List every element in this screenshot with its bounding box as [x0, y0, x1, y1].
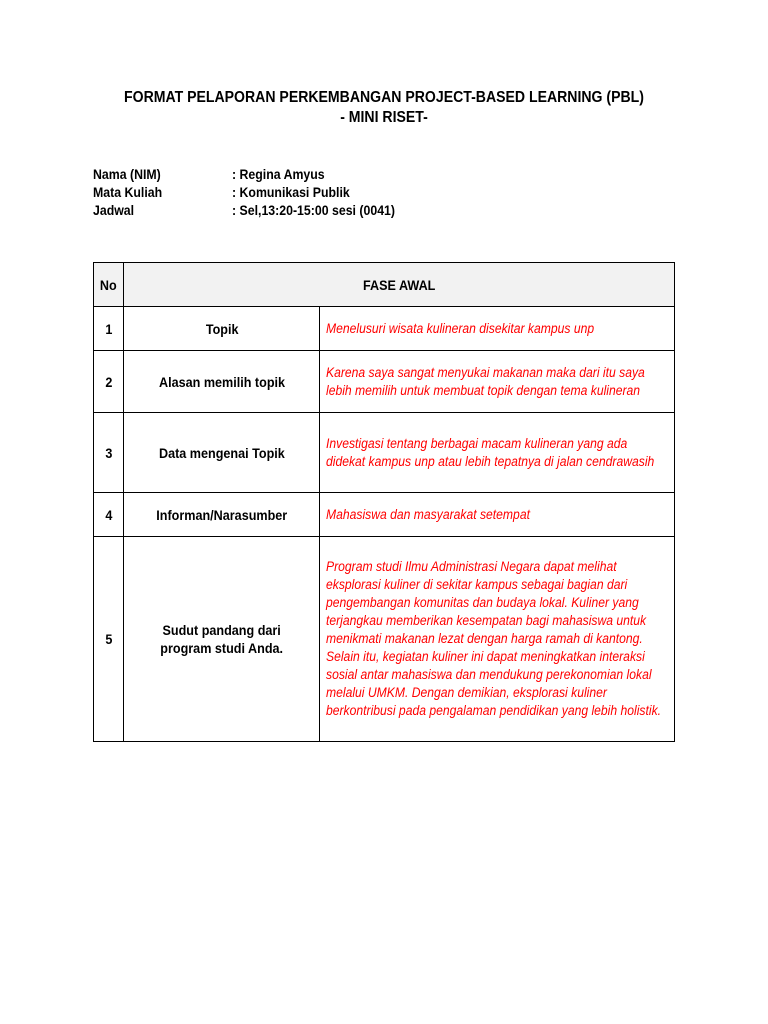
row-aspect: Informan/Narasumber [124, 493, 320, 537]
title-line-1: FORMAT PELAPORAN PERKEMBANGAN PROJECT-BASED LEARNING (PBL) [124, 89, 644, 106]
info-label: Mata Kuliah [93, 184, 163, 200]
info-row-schedule [93, 201, 417, 219]
row-number: 3 [94, 413, 124, 493]
document-title [46, 88, 722, 128]
header-phase: FASE AWAL [124, 263, 675, 307]
info-label: Nama (NIM) [93, 166, 161, 182]
row-number: 2 [94, 351, 124, 413]
title-line-2: - MINI RISET- [340, 109, 428, 126]
row-number: 5 [94, 537, 124, 742]
table-row [94, 537, 675, 742]
info-row-name [93, 165, 417, 183]
row-aspect: Alasan memilih topik [124, 351, 320, 413]
row-number: 1 [94, 307, 124, 351]
table-row [94, 307, 675, 351]
row-answer: Investigasi tentang berbagai macam kulineran yang ada didekat kampus unp atau lebih tepatnya di jalan cendrawasih [320, 413, 675, 493]
info-value: : Regina Amyus [232, 166, 325, 182]
table-row [94, 351, 675, 413]
pbl-table [93, 262, 675, 742]
header-no: No [94, 263, 124, 307]
info-label: Jadwal [93, 202, 135, 218]
row-aspect: Data mengenai Topik [124, 413, 320, 493]
table-row [94, 493, 675, 537]
row-answer: Mahasiswa dan masyarakat setempat [320, 493, 675, 537]
table-row [94, 413, 675, 493]
row-answer: Menelusuri wisata kulineran disekitar kampus unp [320, 307, 675, 351]
row-answer: Karena saya sangat menyukai makanan maka dari itu saya lebih memilih untuk membuat topik dengan tema kulineran [320, 351, 675, 413]
table-header-row [94, 263, 675, 307]
student-info [93, 165, 417, 219]
row-number: 4 [94, 493, 124, 537]
info-value: : Sel,13:20-15:00 sesi (0041) [232, 202, 396, 218]
row-aspect: Topik [124, 307, 320, 351]
info-row-course [93, 183, 417, 201]
info-value: : Komunikasi Publik [232, 184, 350, 200]
row-aspect: Sudut pandang dari program studi Anda. [124, 537, 320, 742]
row-answer: Program studi Ilmu Administrasi Negara dapat melihat eksplorasi kuliner di sekitar kampus sebagai bagian dari pengembangan komunitas dan budaya lokal. Kuliner yang terjangkau memberikan kesempatan bagi mahasiswa untuk menikmati makanan lezat dengan harga ramah di kantong. Selain itu, kegiatan kuliner ini dapat meningkatkan interaksi sosial antar mahasiswa dan mendukung perekonomian lokal melalui UMKM. Dengan demikian, eksplorasi kuliner berkontribusi pada pengalaman pendidikan yang lebih holistik. [320, 537, 675, 742]
